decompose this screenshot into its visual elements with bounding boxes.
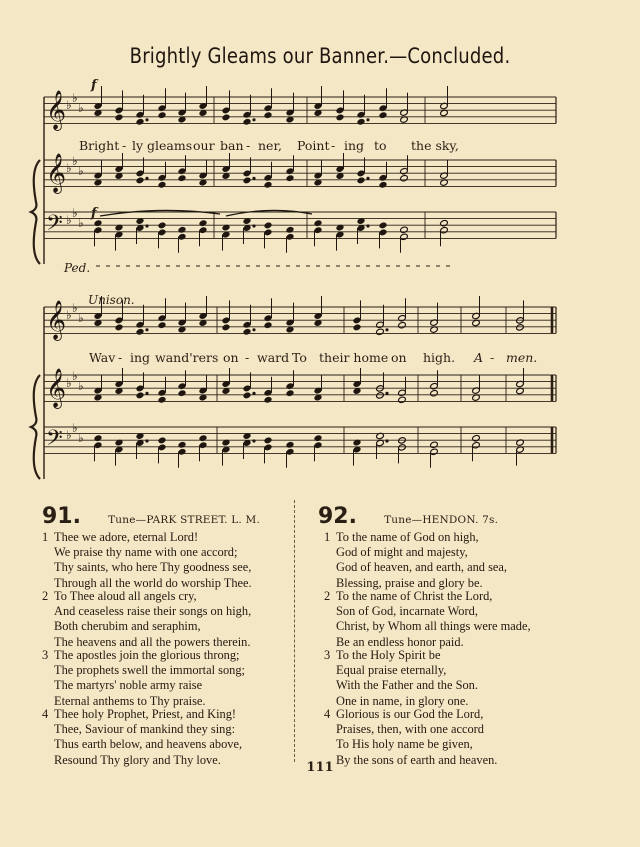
note-head xyxy=(286,175,295,182)
verse-line: By the sons of earth and heaven. xyxy=(336,752,498,767)
note-head xyxy=(430,441,439,448)
verse-line: Praises, then, with one accord xyxy=(336,722,484,737)
note-head xyxy=(158,437,167,444)
note-head xyxy=(379,181,388,188)
note-head xyxy=(178,226,187,233)
note-head xyxy=(243,392,252,399)
dot-icon xyxy=(386,392,388,394)
verse-number: 3 xyxy=(324,648,331,662)
hymn-91-number: 91. xyxy=(42,504,81,529)
verse-line: Blessing, praise and glory be. xyxy=(336,575,483,590)
slur-icon xyxy=(226,210,312,216)
flat-icon: ♭ xyxy=(72,301,78,315)
note-head xyxy=(243,111,252,118)
verse-line: And ceaseless raise their songs on high, xyxy=(54,604,252,619)
verse-line: The martyrs' noble army raise xyxy=(54,678,203,693)
dot-icon xyxy=(253,119,255,121)
dot-icon xyxy=(146,440,148,442)
verse-line: Eternal anthems to Thy praise. xyxy=(54,693,206,708)
note-head xyxy=(336,107,345,114)
dot-icon xyxy=(253,225,255,227)
verse-line: God of might and majesty, xyxy=(336,545,468,560)
lyric-syllable: ing xyxy=(130,350,151,365)
verse-line: To the Holy Spirit be xyxy=(336,648,441,662)
note-head xyxy=(264,105,273,112)
note-head xyxy=(199,435,208,442)
dot-icon xyxy=(386,329,388,331)
lyric-syllable: Bright xyxy=(79,138,120,153)
verse-line: Resound Thy glory and Thy love. xyxy=(54,752,221,767)
note-head xyxy=(158,315,167,322)
note-head xyxy=(286,226,295,233)
note-head xyxy=(158,112,167,119)
note-head xyxy=(357,170,366,177)
note-head xyxy=(243,118,252,125)
dot-icon xyxy=(146,329,148,331)
note-head xyxy=(286,448,295,455)
verse-line: Thee we adore, eternal Lord! xyxy=(54,530,199,544)
note-head xyxy=(264,181,273,188)
dot-icon xyxy=(146,392,148,394)
dot-icon xyxy=(386,440,388,442)
note-head xyxy=(158,222,167,229)
note-head xyxy=(136,385,145,392)
lyric-syllable: their home xyxy=(319,350,389,365)
verse-line: One in name, in glory one. xyxy=(336,693,469,708)
note-head xyxy=(357,177,366,184)
verse-line: Thus earth below, and heavens above, xyxy=(54,737,243,752)
note-head xyxy=(286,233,295,240)
dot-icon xyxy=(146,225,148,227)
note-head xyxy=(264,174,273,181)
note-head xyxy=(264,229,273,236)
lyric-syllable: - xyxy=(490,350,495,365)
flat-icon: ♭ xyxy=(78,164,84,178)
verse-number: 4 xyxy=(324,707,331,721)
hymn-91-verse-2 xyxy=(42,589,251,650)
note-head xyxy=(430,448,439,455)
flat-icon: ♭ xyxy=(66,376,72,390)
note-head xyxy=(178,383,187,390)
lyric-syllable: to xyxy=(374,138,387,153)
note-head xyxy=(178,175,187,182)
note-head xyxy=(264,444,273,451)
note-head xyxy=(472,435,481,442)
note-head xyxy=(222,324,231,331)
note-head xyxy=(398,315,407,322)
note-head xyxy=(178,441,187,448)
note-head xyxy=(398,444,407,451)
note-head xyxy=(115,114,124,121)
note-head xyxy=(178,233,187,240)
flat-icon: ♭ xyxy=(72,206,78,220)
note-head xyxy=(379,112,388,119)
note-head xyxy=(264,389,273,396)
page-number: 111 xyxy=(306,760,334,775)
verse-line: With the Father and the Son. xyxy=(336,678,478,693)
note-head xyxy=(94,442,103,449)
dynamic-forte-top: f xyxy=(91,78,97,93)
note-head xyxy=(94,227,103,234)
verse-line: God of heaven, and earth, and sea, xyxy=(336,560,507,575)
clef-icon: 𝄢 xyxy=(46,211,63,241)
lyric-syllable: on xyxy=(391,350,407,365)
note-head xyxy=(199,442,208,449)
note-head xyxy=(440,227,449,234)
note-head xyxy=(286,383,295,390)
note-head xyxy=(516,324,525,331)
note-head xyxy=(178,168,187,175)
lyric-syllable: ly gleams xyxy=(132,138,193,153)
note-head xyxy=(336,114,345,121)
hymn-91-verse-4 xyxy=(42,707,242,768)
lyric-syllable: ing xyxy=(344,138,365,153)
note-head xyxy=(243,177,252,184)
note-head xyxy=(430,390,439,397)
hymn-92-verse-3 xyxy=(324,648,478,709)
note-head xyxy=(178,448,187,455)
hymn-92-number: 92. xyxy=(318,504,357,529)
verse-line: Son of God, incarnate Word, xyxy=(336,604,478,619)
note-head xyxy=(376,321,385,328)
verse-line: Both cherubim and seraphim, xyxy=(54,619,201,634)
note-head xyxy=(158,444,167,451)
flat-icon: ♭ xyxy=(66,161,72,175)
lyric-syllable: - xyxy=(118,350,123,365)
lyric-syllable: To xyxy=(292,350,307,365)
note-head xyxy=(357,111,366,118)
note-head xyxy=(243,328,252,335)
verse-number: 4 xyxy=(42,707,49,721)
note-head xyxy=(264,322,273,329)
note-head xyxy=(379,229,388,236)
lyric-syllable: ner, xyxy=(258,138,283,153)
dot-icon xyxy=(253,392,255,394)
verse-line: The heavens and all the powers therein. xyxy=(54,634,251,649)
note-head xyxy=(376,392,385,399)
note-head xyxy=(376,328,385,335)
flat-icon: ♭ xyxy=(78,431,84,445)
verse-line: Through all the world do worship Thee. xyxy=(54,575,252,590)
verse-line: Thy saints, who here Thy goodness see, xyxy=(54,560,252,575)
hymn-92-verse-2 xyxy=(324,589,531,650)
verse-line: We praise thy name with one accord; xyxy=(54,545,238,560)
verse-line: Be an endless honor paid. xyxy=(336,634,464,649)
note-head xyxy=(264,222,273,229)
verse-line: Equal praise eternally, xyxy=(336,663,447,678)
note-head xyxy=(158,229,167,236)
page-title: Brightly Gleams our Banner.—Concluded. xyxy=(129,44,511,68)
note-head xyxy=(264,437,273,444)
lyric-syllable: ban xyxy=(220,138,244,153)
note-head xyxy=(286,168,295,175)
flat-icon: ♭ xyxy=(78,311,84,325)
lyric-syllable: on xyxy=(223,350,239,365)
verse-line: To the name of Christ the Lord, xyxy=(336,589,493,603)
note-head xyxy=(264,112,273,119)
note-head xyxy=(398,389,407,396)
flat-icon: ♭ xyxy=(78,216,84,230)
note-head xyxy=(199,220,208,227)
hymn-92-verse-1 xyxy=(324,530,507,591)
column-divider xyxy=(294,500,295,762)
verse-line: Thee holy Prophet, Priest, and King! xyxy=(54,707,237,721)
lyric-syllable: - xyxy=(122,138,127,153)
note-head xyxy=(115,324,124,331)
dot-icon xyxy=(253,177,255,179)
dot-icon xyxy=(367,225,369,227)
note-head xyxy=(115,107,124,114)
hymn-91-verse-1 xyxy=(42,530,252,591)
dot-icon xyxy=(146,119,148,121)
note-head xyxy=(222,107,231,114)
note-head xyxy=(136,118,145,125)
note-head xyxy=(243,321,252,328)
verse-number: 1 xyxy=(324,530,331,544)
note-head xyxy=(178,390,187,397)
note-head xyxy=(158,396,167,403)
note-head xyxy=(440,220,449,227)
note-head xyxy=(400,175,409,182)
lyric-syllable: - xyxy=(331,138,336,153)
note-head xyxy=(264,315,273,322)
verse-line: To the name of God on high, xyxy=(336,530,479,544)
note-head xyxy=(199,227,208,234)
note-head xyxy=(314,227,323,234)
note-head xyxy=(158,389,167,396)
verse-number: 2 xyxy=(324,589,331,603)
note-head xyxy=(286,441,295,448)
flat-icon: ♭ xyxy=(72,91,78,105)
note-head xyxy=(398,396,407,403)
note-head xyxy=(400,168,409,175)
note-head xyxy=(472,442,481,449)
note-head xyxy=(264,396,273,403)
note-head xyxy=(136,111,145,118)
note-head xyxy=(136,392,145,399)
note-head xyxy=(94,435,103,442)
lyric-syllable: A xyxy=(474,350,484,365)
verse-line: Christ, by Whom all things were made, xyxy=(336,619,531,634)
lyric-syllable: - xyxy=(246,138,251,153)
note-head xyxy=(430,383,439,390)
hymn-92-verse-4 xyxy=(324,707,497,768)
note-head xyxy=(222,317,231,324)
hymn-92-header xyxy=(318,504,498,529)
clef-icon: 𝄞 xyxy=(46,153,67,193)
verse-number: 1 xyxy=(42,530,49,544)
lyric-syllable: high. xyxy=(423,350,456,365)
note-head xyxy=(379,222,388,229)
clef-icon: 𝄞 xyxy=(46,90,67,130)
note-head xyxy=(136,321,145,328)
flat-icon: ♭ xyxy=(72,369,78,383)
flat-icon: ♭ xyxy=(66,308,72,322)
flat-icon: ♭ xyxy=(72,421,78,435)
dynamic-forte-bass: f xyxy=(91,206,97,221)
flat-icon: ♭ xyxy=(66,98,72,112)
verse-line: Glorious is our God the Lord, xyxy=(336,707,484,721)
note-head xyxy=(158,174,167,181)
note-head xyxy=(243,170,252,177)
flat-icon: ♭ xyxy=(66,213,72,227)
note-head xyxy=(357,118,366,125)
note-head xyxy=(158,322,167,329)
lyric-syllable: Point xyxy=(297,138,330,153)
note-head xyxy=(243,385,252,392)
hymn-91-verse-3 xyxy=(42,648,245,709)
verse-line: To His holy name be given, xyxy=(336,737,473,752)
lyric-syllable: our xyxy=(193,138,215,153)
clef-icon: 𝄢 xyxy=(46,426,63,456)
note-head xyxy=(379,174,388,181)
hymn-92-tune: Tune—HENDON. 7s. xyxy=(384,514,499,526)
note-head xyxy=(400,226,409,233)
note-head xyxy=(115,317,124,324)
flat-icon: ♭ xyxy=(66,428,72,442)
note-head xyxy=(379,105,388,112)
lyric-syllable: - xyxy=(245,350,250,365)
pedal-mark: Ped. xyxy=(64,261,91,275)
brace-icon xyxy=(31,160,40,264)
note-head xyxy=(314,220,323,227)
note-head xyxy=(314,442,323,449)
dot-icon xyxy=(146,177,148,179)
clef-icon: 𝄞 xyxy=(46,368,67,408)
unison-mark: Unison. xyxy=(88,293,135,307)
note-head xyxy=(353,317,362,324)
verse-line: The apostles join the glorious throng; xyxy=(54,648,240,662)
note-head xyxy=(136,177,145,184)
verse-line: To Thee aloud all angels cry, xyxy=(54,589,197,603)
lyric-syllable: Wav xyxy=(89,350,116,365)
note-head xyxy=(158,105,167,112)
lyric-syllable: wand'rers xyxy=(155,350,219,365)
note-head xyxy=(400,233,409,240)
note-head xyxy=(398,322,407,329)
lyric-syllable: the sky, xyxy=(411,138,459,153)
note-head xyxy=(314,435,323,442)
note-head xyxy=(286,390,295,397)
verse-line: Thee, Saviour of mankind they sing: xyxy=(54,722,236,737)
note-head xyxy=(158,181,167,188)
clef-icon: 𝄞 xyxy=(46,300,67,340)
dot-icon xyxy=(367,177,369,179)
hymn-91-header xyxy=(42,504,260,529)
flat-icon: ♭ xyxy=(78,101,84,115)
dot-icon xyxy=(253,440,255,442)
dot-icon xyxy=(253,329,255,331)
hymn-91-tune: Tune—PARK STREET. L. M. xyxy=(108,514,260,526)
dot-icon xyxy=(367,119,369,121)
verse-number: 3 xyxy=(42,648,49,662)
slur-icon xyxy=(100,210,220,216)
lyric-syllable: men. xyxy=(506,350,538,365)
flat-icon: ♭ xyxy=(78,379,84,393)
note-head xyxy=(222,114,231,121)
note-head xyxy=(136,170,145,177)
flat-icon: ♭ xyxy=(72,154,78,168)
lyric-syllable: ward xyxy=(257,350,290,365)
verse-number: 2 xyxy=(42,589,49,603)
note-head xyxy=(353,324,362,331)
verse-line: The prophets swell the immortal song; xyxy=(54,663,245,678)
note-head xyxy=(136,328,145,335)
brace-icon xyxy=(31,375,40,479)
